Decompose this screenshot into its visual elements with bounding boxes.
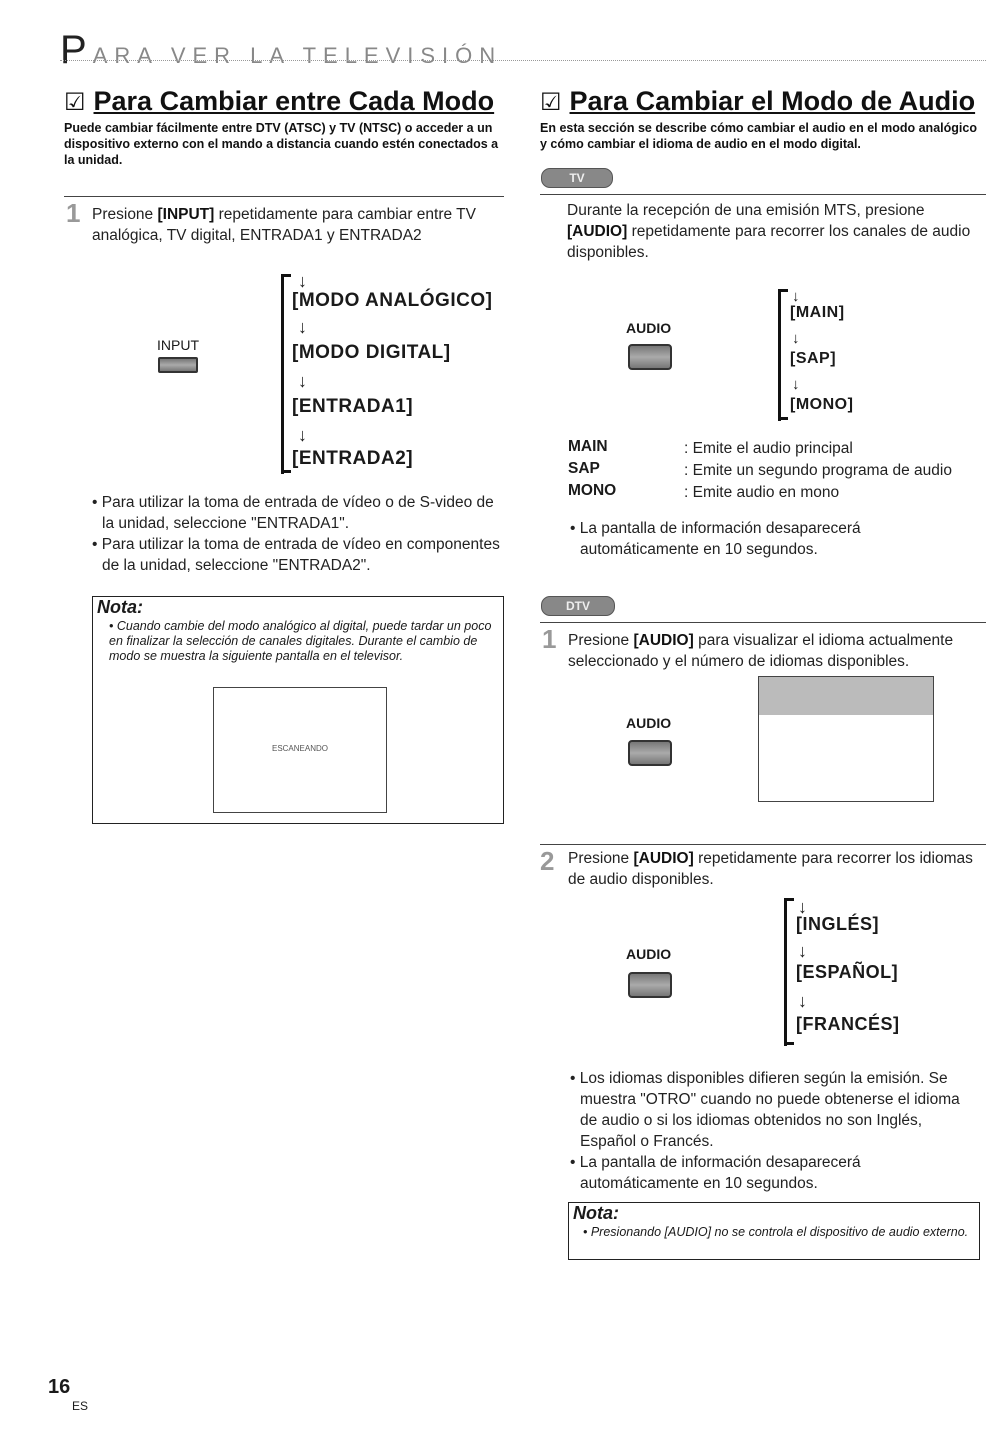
arrow-down-icon: ↓ <box>298 425 307 445</box>
bullet-item: • Para utilizar la toma de entrada de vídeo en componentes de la unidad, seleccione "ENTRADA2". <box>92 536 500 574</box>
page-header <box>60 28 502 73</box>
tv-bullets <box>566 518 976 560</box>
audio-info-screen <box>758 676 934 802</box>
arrow-down-icon: ↓ <box>792 288 800 305</box>
language-code: ES <box>72 1399 89 1413</box>
step-number-1: 1 <box>66 198 81 228</box>
arrow-down-icon: ↓ <box>298 317 307 337</box>
bullet-item: • Los idiomas disponibles difieren según la emisión. Se muestra "OTRO" cuando no puede obtenerse el idioma de audio o si los idiomas obtenidos no son Inglés, Español o Francés. <box>570 1070 960 1150</box>
bullet-item: • La pantalla de información desaparecerá automáticamente en 10 segundos. <box>570 520 861 558</box>
language-cycle-bracket <box>784 898 787 1046</box>
note-text: • Cuando cambie del modo analógico al digital, puede tardar un poco en finalizar la selección de canales digitales. Durante el cambio de modo se muestra la siguiente pantalla en el televisor. <box>109 619 492 663</box>
audio-mode-bracket <box>778 289 781 421</box>
step-number-1: 1 <box>542 624 557 654</box>
bullet-item: • La pantalla de información desaparecerá automáticamente en 10 segundos. <box>570 1154 861 1192</box>
left-intro: Puede cambiar fácilmente entre DTV (ATSC) y TV (NTSC) o acceder a un dispositivo externo con el mando a distancia cuando estén conectados a la unidad. <box>64 121 499 167</box>
arrow-down-icon: ↓ <box>298 371 307 391</box>
audio-mode-main: [MAIN] <box>790 304 845 321</box>
mode-entrada1: [ENTRADA1] <box>292 396 414 417</box>
page-number: 16 <box>48 1376 71 1398</box>
left-heading: ☑ Para Cambiar entre Cada Modo <box>64 86 495 116</box>
bullet-item: • Para utilizar la toma de entrada de vídeo o de S-video de la unidad, seleccione "ENTRADA1". <box>92 494 494 532</box>
mode-analog: [MODO ANALÓGICO] <box>292 290 493 311</box>
right-heading: ☑ Para Cambiar el Modo de Audio <box>540 86 976 116</box>
left-divider <box>64 196 504 197</box>
scanning-text: ESCANEANDO <box>271 744 328 753</box>
left-note-box <box>92 596 504 824</box>
arrow-down-icon: ↓ <box>792 330 800 347</box>
language-french: [FRANCÉS] <box>796 1014 900 1034</box>
tv-instructions: Durante la recepción de una emisión MTS, presione [AUDIO] repetidamente para recorrer los canales de audio disponibles. <box>567 202 971 261</box>
bracket-bottom <box>281 470 291 473</box>
header-initial: P <box>60 28 93 72</box>
note-title: Nota: <box>97 597 143 617</box>
dtv-step1-text: Presione [AUDIO] para visualizar el idioma actualmente seleccionado y el número de idiomas disponibles. <box>568 632 954 670</box>
left-step1-text: Presione [INPUT] repetidamente para cambiar entre TV analógica, TV digital, ENTRADA1 y ENTRADA2 <box>92 206 476 244</box>
arrow-down-icon: ↓ <box>792 376 800 393</box>
audio-definitions <box>568 438 988 504</box>
audio-button-icon <box>628 972 672 998</box>
audio-mode-sap: [SAP] <box>790 350 837 367</box>
left-bullets <box>88 492 508 576</box>
header-title: ARA VER LA TELEVISIÓN <box>92 43 503 68</box>
step2-divider <box>540 844 986 845</box>
right-note-box <box>568 1202 980 1260</box>
dtv-badge: DTV <box>541 596 615 616</box>
note-title: Nota: <box>573 1203 619 1223</box>
note-text: • Presionando [AUDIO] no se controla el dispositivo de audio externo. <box>583 1225 969 1239</box>
input-button-label: INPUT <box>157 337 199 353</box>
scanning-screen <box>213 687 387 813</box>
dtv-divider <box>540 622 986 623</box>
audio-button-label: AUDIO <box>626 715 672 731</box>
definition-row: MAIN : Emite el audio principal <box>568 438 853 457</box>
arrow-down-icon: ↓ <box>798 897 807 917</box>
input-button-icon <box>158 357 198 373</box>
arrow-down-icon: ↓ <box>798 941 807 961</box>
audio-button-icon <box>628 740 672 766</box>
language-spanish: [ESPAÑOL] <box>796 962 899 982</box>
checkbox-icon: ☑ <box>64 89 86 116</box>
definition-row: MONO : Emite audio en mono <box>568 482 840 501</box>
mode-entrada2: [ENTRADA2] <box>292 448 414 469</box>
audio-button-icon <box>628 344 672 370</box>
audio-mode-mono: [MONO] <box>790 396 854 413</box>
language-english: [INGLÉS] <box>796 914 879 934</box>
dtv-step2-text: Presione [AUDIO] repetidamente para recorrer los idiomas de audio disponibles. <box>568 850 973 888</box>
step-number-2: 2 <box>540 846 555 876</box>
mode-digital: [MODO DIGITAL] <box>292 342 451 363</box>
audio-button-label: AUDIO <box>626 320 672 336</box>
arrow-down-icon: ↓ <box>298 271 307 291</box>
definition-row: SAP : Emite un segundo programa de audio <box>568 460 952 479</box>
header-rule <box>60 60 986 61</box>
dtv-bullets <box>566 1068 976 1194</box>
checkbox-icon: ☑ <box>540 89 562 116</box>
right-divider <box>540 194 986 195</box>
bracket-top <box>281 274 291 277</box>
mode-cycle-bracket <box>281 274 284 474</box>
arrow-down-icon: ↓ <box>798 991 807 1011</box>
right-intro: En esta sección se describe cómo cambiar el audio en el modo analógico y cómo cambiar el idioma de audio en el modo digital. <box>540 121 977 151</box>
tv-badge: TV <box>541 168 613 188</box>
info-banner <box>759 677 933 715</box>
audio-button-label: AUDIO <box>626 946 672 962</box>
